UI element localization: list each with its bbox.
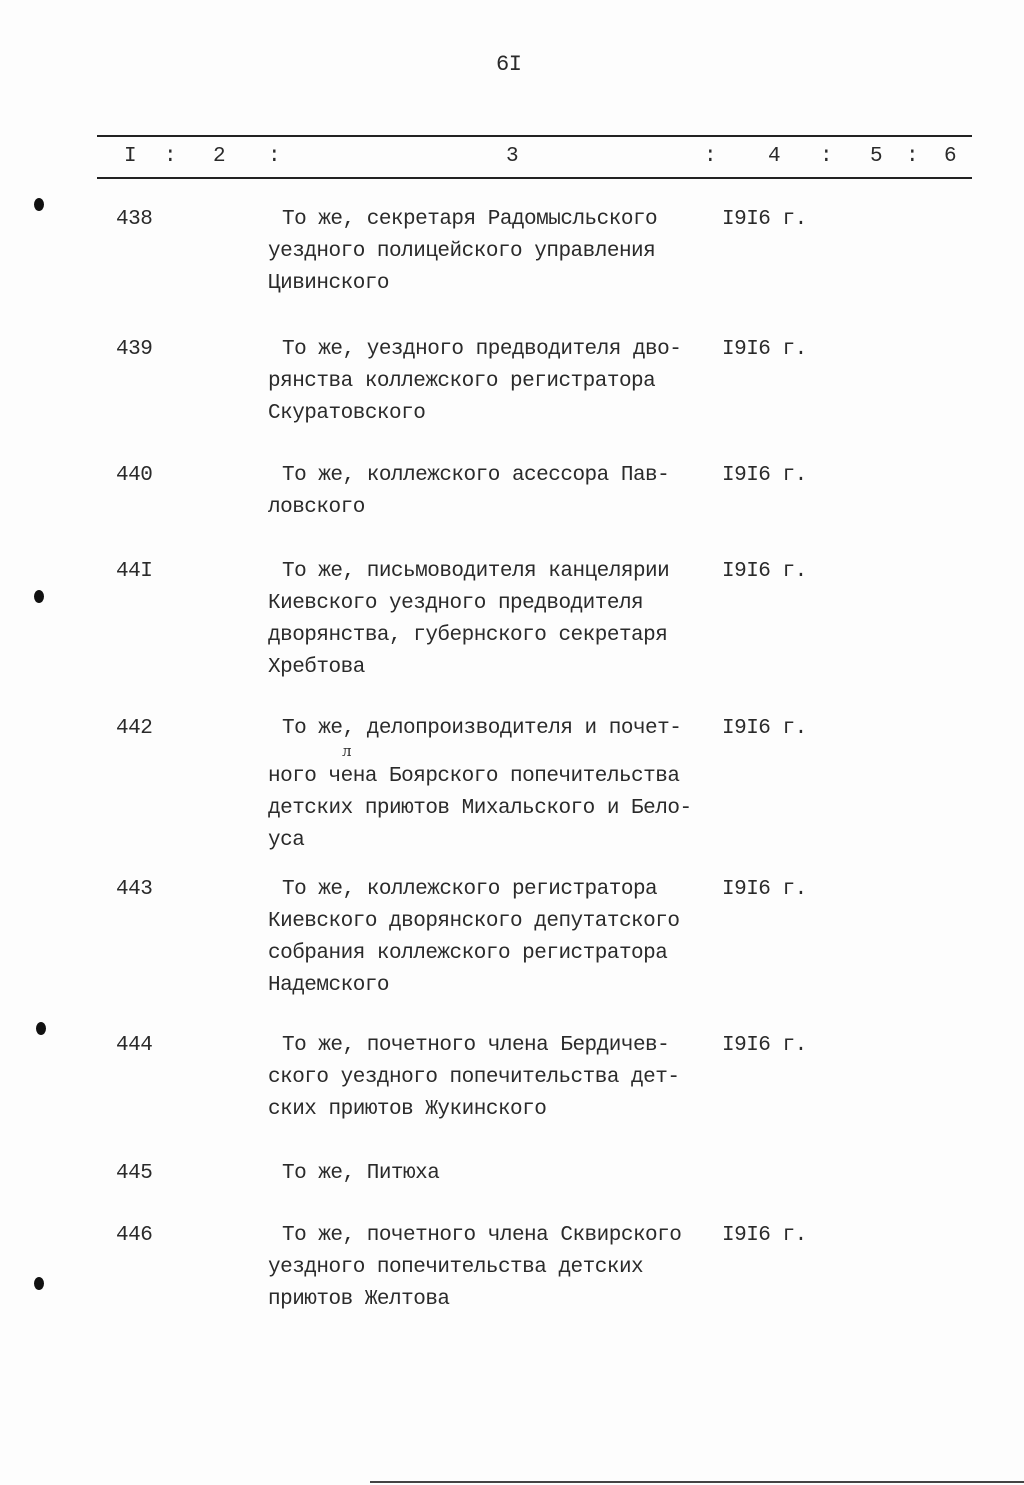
entry-text-line: То же, почетного члена Бердичев- [282, 1034, 670, 1057]
entry-number: 440 [116, 464, 153, 487]
entry-number: 443 [116, 878, 153, 901]
entry-text-line: уездного попечительства детских [268, 1256, 644, 1279]
entry-year: I9I6 г. [722, 717, 807, 740]
entry-text-line: То же, почетного члена Сквирского [282, 1224, 682, 1247]
page-number: 6I [496, 52, 522, 77]
entry-number: 444 [116, 1034, 153, 1057]
entry-text-line: Хребтова [268, 656, 365, 679]
entry-text-line: То же, коллежского асессора Пав- [282, 464, 670, 487]
punch-hole [34, 198, 44, 211]
punch-hole [34, 590, 44, 603]
col-header-4: 4 [768, 145, 781, 168]
entry-year: I9I6 г. [722, 560, 807, 583]
entry-text-line: ного чена Боярского попечительства [268, 765, 680, 788]
entry-number: 445 [116, 1162, 153, 1185]
entry-number: 446 [116, 1224, 153, 1247]
entry-text-line: дворянства, губернского секретаря [268, 624, 668, 647]
handwritten-correction: л [342, 742, 352, 760]
entry-text-line: Цивинского [268, 272, 390, 295]
entry-text-line: ских приютов Жукинского [268, 1098, 547, 1121]
punch-hole [34, 1277, 44, 1290]
entry-text-line: Скуратовского [268, 402, 426, 425]
entry-number: 439 [116, 338, 153, 361]
col-header-2: 2 [213, 145, 226, 168]
entry-text-line: То же, секретаря Радомысльского [282, 208, 658, 231]
entry-number: 442 [116, 717, 153, 740]
col-separator: : [704, 145, 717, 168]
entry-text-line: Надемского [268, 974, 390, 997]
entry-text-line: ского уездного попечительства дет- [268, 1066, 680, 1089]
entry-text-line: То же, делопроизводителя и почет- [282, 717, 682, 740]
entry-text-line: рянства коллежского регистратора [268, 370, 656, 393]
entry-year: I9I6 г. [722, 338, 807, 361]
entry-text-line: уса [268, 829, 305, 852]
entry-year: I9I6 г. [722, 208, 807, 231]
col-separator: : [906, 145, 919, 168]
entry-text-line: То же, коллежского регистратора [282, 878, 658, 901]
col-header-1: I [124, 145, 137, 168]
entry-number: 438 [116, 208, 153, 231]
entry-text-line: Киевского дворянского депутатского [268, 910, 680, 933]
header-top-rule [97, 135, 972, 137]
entry-year: I9I6 г. [722, 464, 807, 487]
col-separator: : [820, 145, 833, 168]
entry-text-line: Киевского уездного предводителя [268, 592, 644, 615]
punch-hole [36, 1022, 46, 1035]
col-header-6: 6 [944, 145, 957, 168]
entry-year: I9I6 г. [722, 878, 807, 901]
entry-text-line: ловского [268, 496, 365, 519]
entry-year: I9I6 г. [722, 1224, 807, 1247]
entry-text-line: собрания коллежского регистратора [268, 942, 668, 965]
bottom-edge [370, 1481, 1024, 1483]
entry-year: I9I6 г. [722, 1034, 807, 1057]
entry-text-line: То же, уездного предводителя дво- [282, 338, 682, 361]
entry-text-line: То же, Питюха [282, 1162, 440, 1185]
col-separator: : [268, 145, 281, 168]
entry-text-line: То же, письмоводителя канцелярии [282, 560, 670, 583]
col-header-5: 5 [870, 145, 883, 168]
entry-text-line: детских приютов Михальского и Бело- [268, 797, 692, 820]
entry-text-line: приютов Желтова [268, 1288, 450, 1311]
entry-text-line: уездного полицейского управления [268, 240, 656, 263]
entry-number: 44I [116, 560, 153, 583]
header-bottom-rule [97, 177, 972, 179]
col-separator: : [164, 145, 177, 168]
col-header-3: 3 [506, 145, 519, 168]
